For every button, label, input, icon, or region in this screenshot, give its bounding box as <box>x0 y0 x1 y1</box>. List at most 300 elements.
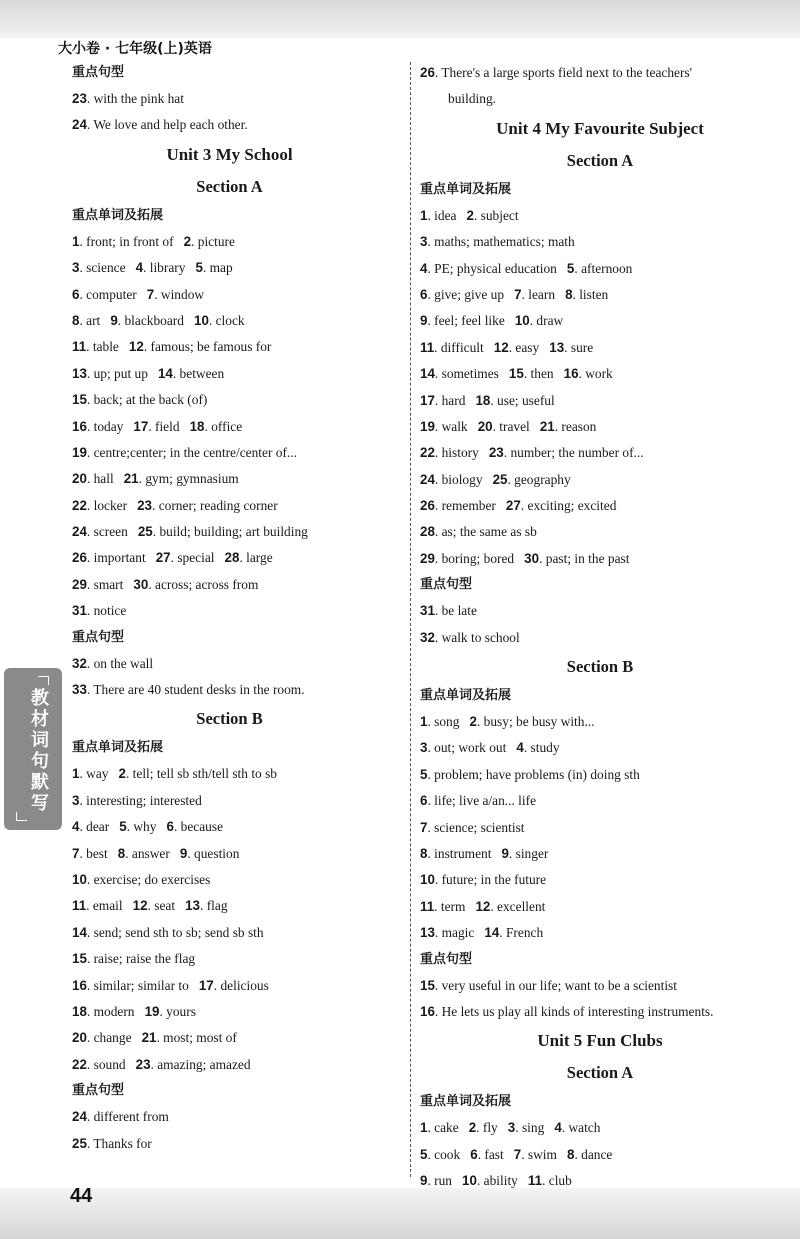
item-number: 10 <box>194 312 209 328</box>
answer-line <box>420 867 780 893</box>
answer-line <box>420 256 780 282</box>
subheading: 重点单词及拓展 <box>420 181 512 197</box>
item-number: 6 <box>420 793 428 809</box>
page-top-edge <box>0 0 800 38</box>
item-text: . important <box>86 550 156 566</box>
answer-line <box>420 335 780 361</box>
item-number: 32 <box>420 629 435 645</box>
column-divider <box>410 62 411 1177</box>
item-text: . science <box>79 260 136 276</box>
item-text: . computer <box>79 286 147 302</box>
item-number: 5 <box>420 1146 428 1162</box>
answer-line <box>420 203 780 229</box>
item-number: 1 <box>420 1120 428 1136</box>
item-number: 26 <box>420 498 435 514</box>
item-text: . sometimes <box>434 366 509 382</box>
item-number: 15 <box>72 951 87 967</box>
item-text: . corner; reading corner <box>152 497 278 513</box>
answer-line <box>420 546 780 572</box>
item-text: . geography <box>507 471 571 487</box>
answer-line <box>72 867 387 893</box>
item-number: 27 <box>155 550 171 566</box>
item-number: 11 <box>420 898 435 914</box>
item-text: . science; scientist <box>427 819 525 835</box>
answer-line <box>72 387 387 413</box>
item-text: . use; useful <box>490 392 555 408</box>
item-number: 3 <box>72 792 80 808</box>
item-text: . term <box>434 898 476 914</box>
item-text: . up; put up <box>86 365 158 381</box>
item-number: 3 <box>72 260 80 276</box>
item-number: 20 <box>72 1030 87 1046</box>
item-number: 16 <box>72 418 87 434</box>
item-text: . exercise; do exercises <box>86 871 211 887</box>
item-text: . sing <box>515 1120 555 1136</box>
answer-line <box>72 598 387 624</box>
answer-line <box>420 709 780 735</box>
item-number: 6 <box>166 819 174 835</box>
item-text: . past; in the past <box>539 550 630 566</box>
item-number: 28 <box>420 524 435 540</box>
item-text: . centre;center; in the centre/center of... <box>86 444 297 460</box>
item-text: . window <box>154 286 205 302</box>
answer-line <box>420 308 780 334</box>
item-text: . ability <box>476 1173 528 1189</box>
page-bottom-edge <box>0 1188 800 1239</box>
item-text: . PE; physical education <box>427 260 567 276</box>
item-number: 18 <box>72 1003 87 1019</box>
subheading: 重点单词及拓展 <box>420 688 512 704</box>
item-text: . most; most of <box>156 1030 237 1046</box>
item-text: . flag <box>200 898 228 914</box>
item-number: 11 <box>527 1173 543 1189</box>
item-number: 29 <box>72 576 87 592</box>
item-number: 2 <box>469 714 477 730</box>
subheading: 重点单词及拓展 <box>72 740 164 756</box>
answer-line <box>420 973 780 999</box>
answer-line <box>72 946 387 972</box>
item-text: . There's a large sports field next to the teachers' <box>434 65 693 80</box>
item-text: . reason <box>554 418 597 434</box>
item-number: 21 <box>539 418 555 434</box>
section-title: Section A <box>196 176 263 196</box>
item-text: . afternoon <box>574 260 633 276</box>
item-text: . notice <box>86 603 127 619</box>
item-text: . seat <box>147 898 186 914</box>
answer-line <box>72 493 387 519</box>
item-text: . special <box>170 550 225 566</box>
item-number: 29 <box>420 550 435 566</box>
item-text: . future; in the future <box>434 872 547 888</box>
item-number: 17 <box>198 977 214 993</box>
answer-line <box>420 625 780 651</box>
item-text: . walk to school <box>434 629 520 645</box>
item-text: . interesting; interested <box>79 792 202 808</box>
item-text: . send; send sth to sb; send sb sth <box>86 924 264 940</box>
item-text: . blackboard <box>117 312 195 328</box>
item-number: 1 <box>72 233 80 249</box>
item-number: 8 <box>566 1146 575 1162</box>
item-number: 10 <box>72 871 87 887</box>
item-number: 9 <box>420 1173 428 1189</box>
answer-line <box>420 1115 780 1141</box>
item-number: 22 <box>72 497 87 513</box>
item-number: 23 <box>488 445 504 461</box>
item-text: . clock <box>208 312 245 328</box>
item-number: 4 <box>516 740 524 756</box>
item-text: . life; live a/an... life <box>427 793 537 809</box>
item-number: 17 <box>133 418 149 434</box>
item-number: 12 <box>493 339 509 355</box>
answer-line <box>72 893 387 919</box>
item-text: . field <box>148 418 190 434</box>
answer-line <box>72 282 387 308</box>
item-text: . front; in front of <box>79 233 184 249</box>
answer-line <box>72 1025 387 1051</box>
item-number: 12 <box>128 339 144 355</box>
item-text: . sound <box>86 1056 136 1072</box>
item-text: . on the wall <box>86 655 154 671</box>
answer-line <box>420 519 780 545</box>
answer-line-continuation: building. <box>448 91 496 107</box>
item-number: 6 <box>420 286 428 302</box>
item-number: 2 <box>468 1120 477 1136</box>
unit-title: Unit 3 My School <box>166 144 293 164</box>
item-text: . locker <box>86 497 138 513</box>
item-number: 1 <box>72 766 80 782</box>
item-text: . idea <box>427 207 467 223</box>
answer-line <box>72 1104 387 1130</box>
item-number: 5 <box>566 260 575 276</box>
subheading: 重点单词及拓展 <box>420 1094 512 1110</box>
item-text: . gym; gymnasium <box>138 471 239 487</box>
unit-title: Unit 5 Fun Clubs <box>537 1031 663 1051</box>
item-text: . He lets us play all kinds of interesting instruments. <box>434 1003 714 1019</box>
unit-title: Unit 4 My Favourite Subject <box>496 118 704 138</box>
item-number: 22 <box>420 445 435 461</box>
item-number: 4 <box>554 1120 562 1136</box>
answer-line <box>420 841 780 867</box>
section-title: Section A <box>566 150 634 170</box>
answer-line <box>72 761 387 787</box>
item-text: . back; at the back (of) <box>86 392 208 408</box>
item-text: . be late <box>434 603 477 619</box>
subheading: 重点句型 <box>72 629 125 645</box>
item-number: 21 <box>123 471 139 487</box>
item-number: 4 <box>420 260 428 276</box>
answer-line <box>72 814 387 840</box>
item-number: 5 <box>420 766 428 782</box>
item-text: . easy <box>508 339 550 355</box>
answer-line <box>72 572 387 598</box>
item-number: 2 <box>118 766 126 782</box>
item-text: . There are 40 student desks in the room. <box>86 682 305 698</box>
item-text: . why <box>126 819 167 835</box>
item-text: . because <box>173 819 224 835</box>
item-number: 33 <box>72 682 87 698</box>
answer-line <box>420 920 780 946</box>
item-text: . tell; tell sb sth/tell sth to sb <box>125 766 277 782</box>
answer-line <box>72 788 387 814</box>
item-text: . out; work out <box>427 740 517 756</box>
answer-line <box>72 334 387 360</box>
answer-line <box>72 112 387 138</box>
answer-line <box>420 735 780 761</box>
item-text: . draw <box>529 313 564 329</box>
answer-line <box>72 920 387 946</box>
item-text: . large <box>239 550 273 566</box>
item-text: . excellent <box>490 898 546 914</box>
item-text: . study <box>523 740 560 756</box>
item-text: . song <box>427 714 470 730</box>
item-number: 9 <box>110 312 118 328</box>
item-text: . cook <box>427 1146 471 1162</box>
item-text: . boring; bored <box>434 550 525 566</box>
item-number: 3 <box>507 1120 516 1136</box>
item-text: . instrument <box>427 845 502 861</box>
item-number: 26 <box>420 65 435 80</box>
item-number: 18 <box>189 418 205 434</box>
item-text: . similar; similar to <box>86 977 199 993</box>
answer-line <box>72 229 387 255</box>
answer-line <box>420 788 780 814</box>
answer-line <box>72 1052 387 1078</box>
item-number: 24 <box>72 1109 87 1125</box>
item-text: . history <box>434 445 489 461</box>
answer-line <box>420 999 780 1025</box>
item-text: . with the pink hat <box>86 91 184 106</box>
item-number: 12 <box>132 898 148 914</box>
item-text: . watch <box>561 1120 601 1136</box>
item-text: . question <box>187 845 240 861</box>
answer-line <box>72 86 387 112</box>
item-number: 25 <box>492 471 508 487</box>
item-number: 28 <box>224 550 240 566</box>
item-text: . map <box>202 260 233 276</box>
item-number: 10 <box>462 1173 477 1189</box>
item-number: 18 <box>475 392 491 408</box>
item-number: 21 <box>141 1030 157 1046</box>
item-text: . walk <box>434 418 478 434</box>
answer-line <box>420 414 780 440</box>
item-number: 26 <box>72 550 87 566</box>
item-text: . email <box>86 898 133 914</box>
item-text: . raise; raise the flag <box>86 951 196 967</box>
item-text: . magic <box>434 925 485 941</box>
answer-line <box>420 1142 780 1168</box>
answer-line <box>72 255 387 281</box>
answer-line <box>72 440 387 466</box>
item-text: . dear <box>79 819 120 835</box>
answer-line <box>72 841 387 867</box>
running-header: 大小卷 · 七年级(上)英语 <box>58 41 212 57</box>
item-text: . best <box>79 845 118 861</box>
item-number: 9 <box>501 845 509 861</box>
item-text: . sure <box>564 339 594 355</box>
answer-line <box>420 493 780 519</box>
section-title: Section B <box>196 709 263 729</box>
item-number: 13 <box>185 898 201 914</box>
item-number: 16 <box>72 977 87 993</box>
item-number: 2 <box>183 233 192 249</box>
answer-line <box>72 545 387 571</box>
item-text: . We love and help each other. <box>86 117 248 133</box>
item-text: . modern <box>86 1003 145 1019</box>
item-text: . exciting; excited <box>520 498 617 514</box>
item-number: 7 <box>146 286 155 302</box>
item-text: . very useful in our life; want to be a scientist <box>434 977 677 993</box>
item-number: 7 <box>72 845 80 861</box>
item-text: . swim <box>521 1146 567 1162</box>
item-number: 4 <box>72 819 80 835</box>
item-text: . art <box>79 312 111 328</box>
item-number: 5 <box>195 260 203 276</box>
item-text: . as; the same as sb <box>434 524 537 540</box>
item-text: . problem; have problems (in) doing sth <box>427 766 640 782</box>
item-text: . answer <box>125 845 180 861</box>
item-text: . then <box>523 366 564 382</box>
item-number: 10 <box>514 313 530 329</box>
item-number: 5 <box>119 819 127 835</box>
item-number: 1 <box>420 714 428 730</box>
item-number: 14 <box>484 925 500 941</box>
item-number: 14 <box>157 365 173 381</box>
item-number: 32 <box>72 655 87 671</box>
item-text: . smart <box>86 576 134 592</box>
item-number: 15 <box>72 392 87 408</box>
answer-line <box>72 519 387 545</box>
item-text: . screen <box>86 524 138 540</box>
answer-line <box>72 466 387 492</box>
item-text: . yours <box>159 1003 196 1019</box>
item-text: . office <box>204 418 243 434</box>
item-text: . today <box>86 418 134 434</box>
item-number: 19 <box>420 418 435 434</box>
subheading: 重点句型 <box>420 577 473 593</box>
page-number: 44 <box>70 1185 93 1207</box>
item-text: . famous; be famous for <box>143 339 272 355</box>
item-number: 25 <box>72 1135 87 1151</box>
item-text: . way <box>79 766 119 782</box>
answer-line <box>420 1168 780 1194</box>
item-number: 31 <box>420 603 435 619</box>
subheading: 重点单词及拓展 <box>72 207 164 223</box>
item-text: . dance <box>574 1146 613 1162</box>
item-number: 4 <box>135 260 144 276</box>
answer-line <box>72 308 387 334</box>
item-text: . fast <box>477 1146 514 1162</box>
item-number: 8 <box>565 286 573 302</box>
item-text: . work <box>578 366 613 382</box>
side-tab <box>4 668 62 830</box>
item-text: . picture <box>191 233 235 249</box>
item-number: 20 <box>72 471 87 487</box>
item-text: . Thanks for <box>86 1135 152 1151</box>
item-number: 24 <box>420 471 435 487</box>
answer-line <box>72 414 387 440</box>
item-number: 8 <box>420 845 428 861</box>
side-tab-label: 教材词句默写 <box>28 688 49 814</box>
answer-line <box>420 282 780 308</box>
item-number: 30 <box>133 576 149 592</box>
answer-line <box>72 999 387 1025</box>
right-column <box>420 60 780 1195</box>
item-number: 27 <box>505 498 521 514</box>
item-number: 11 <box>420 339 435 355</box>
left-column <box>72 60 387 1157</box>
item-number: 19 <box>144 1003 160 1019</box>
item-number: 8 <box>72 312 80 328</box>
section-title: Section B <box>566 657 634 677</box>
item-number: 13 <box>72 365 87 381</box>
answer-line <box>420 894 780 920</box>
item-number: 24 <box>72 117 87 133</box>
item-text: . listen <box>572 286 609 302</box>
item-text: . subject <box>473 207 519 223</box>
item-number: 16 <box>420 1003 435 1019</box>
item-text: . table <box>86 339 129 355</box>
item-number: 3 <box>420 234 428 250</box>
item-number: 10 <box>420 872 435 888</box>
answer-line <box>420 361 780 387</box>
answer-line <box>420 60 780 86</box>
item-number: 23 <box>137 497 153 513</box>
item-text: . feel; feel like <box>427 313 515 329</box>
item-number: 6 <box>470 1146 478 1162</box>
answer-line <box>72 973 387 999</box>
item-text: . remember <box>434 498 506 514</box>
item-number: 17 <box>420 392 435 408</box>
item-number: 15 <box>420 977 435 993</box>
item-text: . busy; be busy with... <box>476 714 595 730</box>
answer-line <box>420 388 780 414</box>
item-number: 31 <box>72 603 87 619</box>
item-number: 20 <box>477 418 493 434</box>
item-number: 23 <box>135 1056 151 1072</box>
tab-corner-mark-top <box>38 676 49 685</box>
item-number: 7 <box>513 1146 522 1162</box>
item-text: . hard <box>434 392 476 408</box>
item-number: 9 <box>420 313 428 329</box>
item-number: 16 <box>563 366 579 382</box>
item-number: 22 <box>72 1056 87 1072</box>
item-text: . difficult <box>434 339 494 355</box>
item-number: 30 <box>524 550 540 566</box>
item-text: . singer <box>508 845 549 861</box>
item-number: 11 <box>72 339 87 355</box>
answer-line <box>72 1131 387 1157</box>
item-text: . biology <box>434 471 493 487</box>
section-title: Section A <box>566 1063 634 1083</box>
item-text: . run <box>427 1173 463 1189</box>
item-number: 7 <box>420 819 428 835</box>
item-text: . learn <box>521 286 566 302</box>
item-number: 12 <box>475 898 491 914</box>
item-number: 25 <box>137 524 153 540</box>
item-number: 8 <box>117 845 126 861</box>
tab-corner-mark-bottom <box>16 812 27 821</box>
answer-line <box>72 651 387 677</box>
answer-line <box>420 440 780 466</box>
item-text: . number; the number of... <box>503 445 644 461</box>
item-number: 15 <box>508 366 524 382</box>
item-text: . different from <box>86 1109 169 1125</box>
answer-line <box>420 815 780 841</box>
item-text: . change <box>86 1030 142 1046</box>
item-number: 24 <box>72 524 87 540</box>
item-text: . amazing; amazed <box>150 1056 251 1072</box>
item-number: 1 <box>420 207 428 223</box>
